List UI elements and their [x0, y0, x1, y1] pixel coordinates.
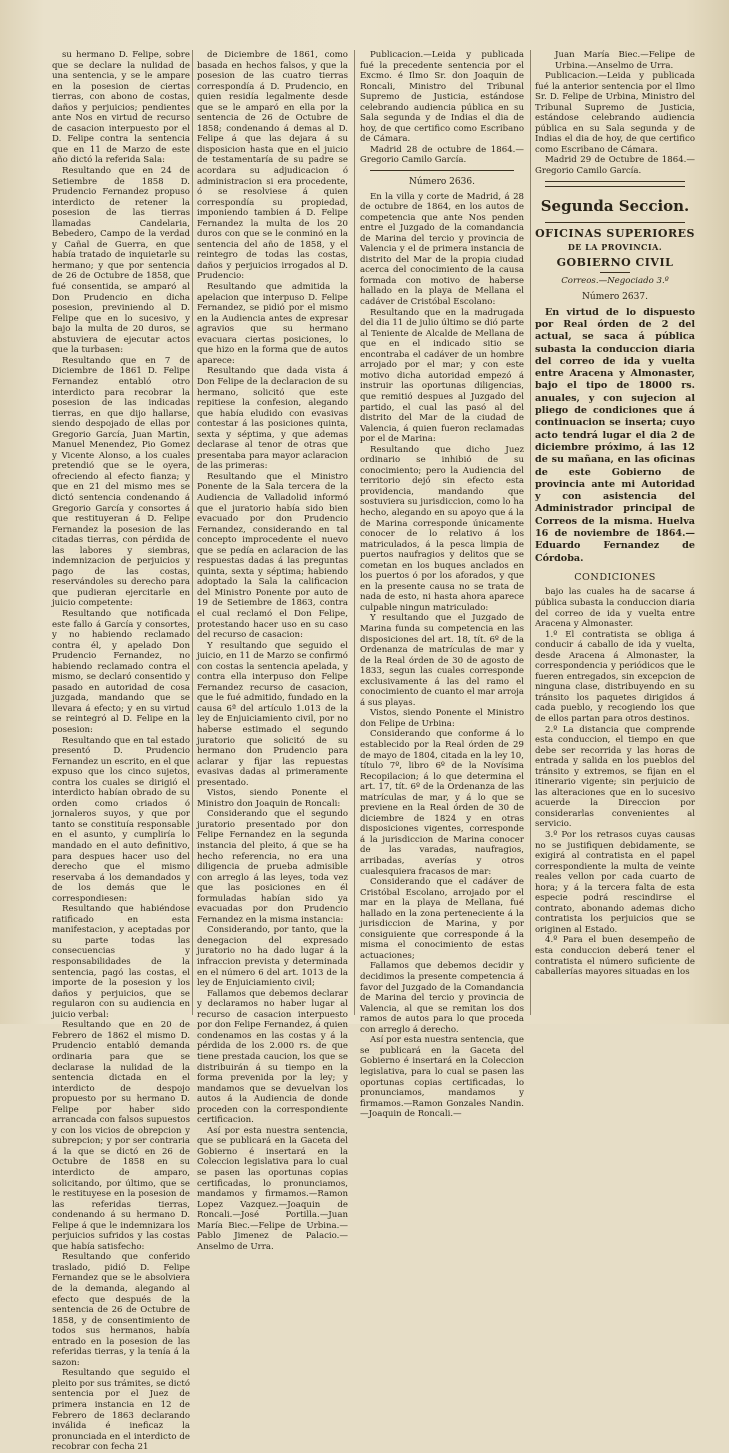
paragraph: Resultando que en tal estado presentó D. Prudencio Fernandez un escrito, en el que expuso que los cinco sujetos, contra los cuales se dirigió el interdicto habían obrado de su orden como criados ó jornaleros suyos, y que por tanto se constituía responsable en el asunto, y cumpliría lo mandado en el auto definitivo, para despues hacer uso del derecho que el mismo reservaba á los demandados y de los demás que le correspondiesen:: [52, 735, 190, 904]
paragraph: Resultando que habiéndose ratificado en esta manifestacion, y aceptadas por su parte todas las consecuencias y responsabilidades de la sentencia, pagó las costas, el importe de la posesion y los daños y perjuicios, que se regularon con su audiencia en juicio verbal:: [52, 904, 190, 1020]
paragraph: Resultando que conferido traslado, pidió D. Felipe Fernandez que se le absolviera de la demanda, alegando al efecto que después de la sentencia de 26 de Octubre de 1858, y de consentimiento de todos sus hermanos, había entrado en la posesion de las referidas tierras, y la tenía á la sazon:: [52, 1252, 190, 1368]
paragraph: Resultando que en 24 de Setiembre de 1858 D. Prudencio Fernandez propuso interdicto de retener la posesion de las tierras llamadas Candelaria, Bebedero, Campo de la verdad y Cañal de Guerra, en que había tratado de inquietarle su hermano; y que por sentencia de 26 de Octubre de 1858, que fué consentida, se amparó al Don Prudencio en dicha posesion, previniendo al D. Felipe que en lo sucesivo, y bajo la multa de 20 duros, se abstuviera de ejecutar actos que la turbasen:: [52, 166, 190, 356]
condition-item: 4.º Para el buen desempeño de esta conduccion deberá tener el contratista el número suficiente de caballerías mayores situadas en los: [535, 935, 695, 978]
paragraph: Fallamos que debemos decidir y decidimos la presente competencia á favor del Juzgado de la Comandancia de Marina del tercio y provincia de Valencia, al que se remitan los dos ramos de autos para lo que proceda con arreglo á derecho.: [360, 961, 524, 1035]
paragraph: Así por esta nuestra sentencia, que se publicará en la Gaceta del Gobierno é insertará en la Coleccion legislativa, para lo cual se pasen las oportunas copias certificadas, lo pronunciamos, mandamos y firmamos.—Ramon Gonzales Nandin.—Joaquin de Roncali.—: [360, 1035, 524, 1120]
column-1: [52, 50, 190, 1453]
divider: [545, 186, 685, 187]
province-heading: DE LA PROVINCIA.: [567, 241, 663, 252]
department-label: Correos.—Negociado 3.º: [561, 275, 669, 286]
paragraph: En la villa y corte de Madrid, á 28 de octubre de 1864, en los autos de competencia que ante Nos penden entre el Juzgado de la comandancia de Marina del tercio y provincia de Valencia y el de primera instancia de distrito del Mar de la propia ciudad acerca del conocimiento de la causa formada con motivo de haberse hallado en la playa de Mellana el cadáver de Cristóbal Escolano:: [360, 191, 524, 308]
conditions-title: CONDICIONES: [574, 571, 656, 583]
paragraph: Resultando que notificada este fallo á García y consortes, y no habiendo reclamado contra él, y apelado Don Prudencio Fernandez, no habiendo reclamado contra el mismo, se declaró consentido y pasado en autoridad de cosa juzgada, mandando que se llevara á efecto; y en su virtud se reintegró al D. Felipe en la posesion:: [52, 608, 190, 735]
section-title: Segunda Seccion.: [540, 196, 690, 215]
paragraph: Y resultando que el Juzgado de Marina funda su competencia en las disposiciones del art. 18, tít. 6º de la Ordenanza de matrículas de mar y de la Real órden de 30 de agosto de 1833, segun las cuales corresponde exclusivamente á las del ramo el conocimiento de cuanto el mar arroja á sus playas.: [360, 613, 524, 708]
paragraph: Publicacion.—Leida y publicada fué la anterior sentencia por el Ilmo Sr. D. Felipe de Urbina, Ministro del Tribunal Supremo de Justicia, estándose celebrando audiencia pública en su Sala segunda y de Indias el dia de hoy, de que certifico como Escribano de Cámara.: [535, 71, 695, 155]
office-heading: OFICINAS SUPERIORES: [535, 226, 695, 240]
paragraph: Resultando que en 20 de Febrero de 1862 el mismo D. Prudencio entabló demanda ordinaria para que se declarase la nulidad de la sentencia dictada en el interdicto de despojo propuesto por su hermano D. Felipe por haber sido arrancada con falsos supuestos y con los vicios de obrepcion y subrepcion; y por ser contraria á la que se dictó en 26 de Octubre de 1858 en su interdicto de amparo, solicitando, por último, que se le restituyese en la posesion de las referidas tierras, condenando á su hermano D. Felipe á que le indemnizara los perjuicios sufridos y las costas que había satisfecho:: [52, 1020, 190, 1252]
condition-item: 1.º El contratista se obliga á conducir á caballo de ida y vuelta, desde Aracena á Almonaster, la correspondencia y periódicos que le fueren entregados, sin excepcion de ninguna clase, distribuyendo en su tránsito los paquetes dirigidos á cada pueblo, y recogiendo los que de ellos partan para otros destinos.: [535, 629, 695, 724]
document-number: Número 2637.: [582, 292, 648, 303]
paragraph: Resultando que admitida la apelacion que interpuso D. Felipe Fernandez, se pidió por el mismo en la Audiencia antes de expresar agravios que su hermano evacuara ciertas posiciones, lo que hizo en la forma que de autos aparece:: [197, 282, 348, 366]
paragraph: de Diciembre de 1861, como basada en hechos falsos, y que la posesion de las cuatro tierras correspondía á D. Prudencio, en quien residía legalmente desde que se le amparó en ella por la sentencia de 26 de Octubre de 1858; condenando á demas al D. Felipe á que las dejara á su disposicion hasta que en el juicio de testamentaría de su padre se acordara su adjudicacion ó administracion si era procedente, ó se resolviese á quien correspondía su propiedad, imponiendo tambien á D. Felipe Fernandez la multa de los 20 duros con que se le conminó en la sentencia del año de 1858, y el reintegro de todas las costas, daños y perjuicios irrogados al D. Prudencio:: [197, 50, 348, 282]
column-rule: [192, 50, 193, 1015]
paragraph: Resultando que el Ministro Ponente de la Sala tercera de la Audiencia de Valladolid informó que el juratorio había sido bien evacuado por don Prudencio Fernandez, considerando en tal concepto improcedente el nuevo que se pedía en aclaracion de las respuestas dadas á las preguntas quinta, sexta y séptima; habiendo adoptado la Sala la calificacion del Ministro Ponente por auto de 19 de Setiembre de 1863, contra el cual reclamó el Don Felipe, protestando hacer uso en su caso del recurso de casacion:: [197, 471, 348, 641]
column-rule: [530, 50, 531, 1015]
column-4: [535, 50, 695, 1018]
paragraph: Resultando que en 7 de Diciembre de 1861 D. Felipe Fernandez entabló otro interdicto para recobrar la posesion de las indicadas tierras, en que dijo hallarse, siendo despojado de ellas por Gregorio García, Juan Martin, Manuel Menendez, Pio Gomez y Vicente Alonso, a los cuales pretendió que se le oyera, ofreciendo al efecto fianza; y que en 21 del mismo mes se dictó sentencia condenando á Gregorio García y consortes á que restituyeran á D. Felipe Fernandez la posesion de las citadas tierras, con pérdida de las labores y siembras, indemnizacion de perjuicios y pago de las costas, reservándoles su derecho para que pudieran ejercitarle en juicio competente:: [52, 355, 190, 609]
paragraph: Así por esta nuestra sentencia, que se publicará en la Gaceta del Gobierno é insertará en la Coleccion legislativa para lo cual se pasen las oportunas copias certificadas, lo pronunciamos, mandamos y firmamos.—Ramon Lopez Vazquez.—Joaquin de Roncali.—José Portilla.—Juan María Biec.—Felipe de Urbina.—Pablo Jimenez de Palacio.—Anselmo de Urra.: [197, 1125, 348, 1252]
paragraph: Resultando que dicho Juez ordinario se inhibió de su conocimiento; pero la Audiencia del territorio dejó sin efecto esta providencia, mandando que sostuviera su jurisdiccion, como lo ha hecho, alegando en su apoyo que á la de Marina corresponde únicamente conocer de lo relativo á los matriculados, á la pesca limpia de puertos naufragios y delitos que se cometan en los buques anclados en los puertos ó por los aforados, y que en la presente causa no se trata de nada de esto, ni hasta ahora aparece culpable ningun matriculado:: [360, 444, 524, 613]
paragraph: Fallamos que debemos declarar y declaramos no haber lugar al recurso de casacion interpuesto por don Felipe Fernandez, á quien condenamos en las costas y á la pérdida de los 2.000 rs. de que tiene prestada caucion, los que se distribuirán á su tiempo en la forma prevenida por la ley; y mandamos que se devuelvan los autos á la Audiencia de donde proceden con la correspondiente certificacion.: [197, 988, 348, 1126]
column-3: [360, 50, 524, 1120]
divider: [545, 222, 685, 223]
column-2: [197, 50, 348, 1252]
date-signature: Madrid 29 de Octubre de 1864.—Gregorio Camilo García.: [535, 155, 695, 177]
document-number: Número 2636.: [409, 177, 475, 188]
paragraph: Considerando que el segundo juratorio presentado por don Felipe Fernandez en la segunda instancia del pleito, á que se ha hecho referencia, no era una diligencia de prueba admisible con arreglo á las leyes, toda vez que las posiciones en él formuladas habían sido ya evacuadas por don Prudencio Fernandez en la misma instancia:: [197, 809, 348, 925]
paragraph: Publicacion.—Leida y publicada fué la precedente sentencia por el Excmo. é Ilmo Sr. don Joaquin de Roncali, Ministro del Tribunal Supremo de Justicia, estándose celebrando audiencia pública en su Sala segunda y de Indias el dia de hoy, de que certifico como Escribano de Cámara.: [360, 50, 524, 145]
paragraph: Considerando que conforme á lo establecido por la Real órden de 29 de mayo de 1804, citada en la ley 10, título 7º, libro 6º de la Novísima Recopilacion; á lo que determina el art. 17, tít. 6º de la Ordenanza de las matrículas de mar, y á lo que se previene en la Real órden de 30 de diciembre de 1824 y en otras disposiciones vigentes, corresponde á la jurisdiccion de Marina conocer de las varadas, naufragios, arribadas, averías y otros cualesquiera fracasos de mar:: [360, 729, 524, 877]
date-signature: Madrid 28 de octubre de 1864.—Gregorio Camilo García.: [360, 144, 524, 166]
announcement: En virtud de lo dispuesto por Real órden de 2 del actual, se saca á pública subasta la conduccion diaria del correo de ida y vuelta entre Aracena y Almonaster, bajo el tipo de 18000 rs. anuales, y con sujecion al pliego de condiciones que á continuacion se inserta; cuyo acto tendrá lugar el dia 2 de diciembre próximo, á las 12 de su mañana, en las oficinas de este Gobierno de provincia ante mi Autoridad y con asistencia del Administrador principal de Correos de la misma. Huelva 16 de noviembre de 1864.—Eduardo Fernandez de Córdoba.: [535, 306, 695, 564]
government-heading: GOBIERNO CIVIL: [556, 255, 674, 269]
conditions-intro: bajo las cuales ha de sacarse á pública subasta la conduccion diaria del correo de ida y vuelta entre Aracena y Almonaster.: [535, 587, 695, 630]
paragraph: Vistos, siendo Ponente el Ministro don Felipe de Urbina:: [360, 708, 524, 729]
paragraph: Resultando que dada vista á Don Felipe de la declaracion de su hermano, solicitó que este repitiese la confesion, alegando que había eludido con evasivas contestar á las posiciones quinta, sexta y séptima, y que ademas declarase al tenor de otras que presentaba para mayor aclaracion de las primeras:: [197, 366, 348, 472]
signatures: Juan María Biec.—Felipe de Urbina.—Anselmo de Urra.: [555, 50, 695, 71]
paragraph: Considerando, por tanto, que la denegacion del expresado juratorio no ha dado lugar á la infraccion prevista y determinada en el número 6 del art. 1013 de la ley de Enjuiciamiento civil;: [197, 925, 348, 989]
divider: [370, 170, 514, 171]
paragraph: Y resultando que seguido el juicio, en 11 de Marzo se confirmó con costas la sentencia apelada, y contra ella interpuso don Felipe Fernandez recurso de casacion, que le fué admitido, fundado en la causa 6ª del artículo 1.013 de la ley de Enjuiciamiento civil, por no haberse estimado el segundo juratorio que solicitó de su hermano don Prudencio para aclarar y fijar las repuestas evasivas dadas al primeramente presentado.: [197, 640, 348, 788]
column-rule: [354, 50, 355, 1015]
paragraph: Vistos, siendo Ponente el Ministro don Joaquin de Roncali:: [197, 788, 348, 809]
paragraph: Resultando que seguido el pleito por sus trámites, se dictó sentencia por el Juez de primera instancia en 12 de Febrero de 1863 declarando inválida é ineficaz la pronunciada en el interdicto de recobrar con fecha 21: [52, 1368, 190, 1453]
divider: [600, 272, 630, 273]
paragraph: Resultando que en la madrugada del dia 11 de julio último se dió parte al Teniente de Alcalde de Mellana de que en el indicado sitio se encontraba el cadáver de un hombre arrojado por el mar; y con este motivo dicha autoridad empezó á instruir las oportunas diligencias, que remitió despues al Juzgado del partido, el cual las pasó al del distrito del Mar de la ciudad de Valencia, á quien fueron reclamadas por el de Marina:: [360, 307, 524, 445]
paragraph: su hermano D. Felipe, sobre que se declare la nulidad de una sentencia, y se le ampare en la posesion de ciertas tierras, con abono de costas, daños y perjuicios; pendientes ante Nos en virtud de recurso de casacion interpuesto por el D. Felipe contra la sentencia que en 11 de Marzo de este año dictó la referida Sala:: [52, 50, 190, 166]
condition-item: 2.º La distancia que comprende esta conduccion, el tiempo en que debe ser recorrida y las horas de entrada y salida en los pueblos del tránsito y extremos, se fijan en el itinerario vigente; sin perjuicio de las alteraciones que en lo sucesivo acuerde la Direccion por considerarlas convenientes al servicio.: [535, 724, 695, 830]
divider: [545, 181, 685, 182]
condition-item: 3.º Por los retrasos cuyas causas no se justifiquen debidamente, se exigirá al contratista en el papel correspondiente la multa de veinte reales vellon por cada cuarto de hora; y á la tercera falta de esta especie podrá rescindirse el contrato, abonando ademas dicho contratista los perjuicios que se originen al Estado.: [535, 830, 695, 935]
paragraph: Considerando que el cadáver de Cristóbal Escolano, arrojado por el mar en la playa de Mellana, fué hallado en la zona perteneciente á la jurisdiccion de Marina, y por consiguiente que corresponde á la misma el conocimiento de estas actuaciones;: [360, 877, 524, 961]
